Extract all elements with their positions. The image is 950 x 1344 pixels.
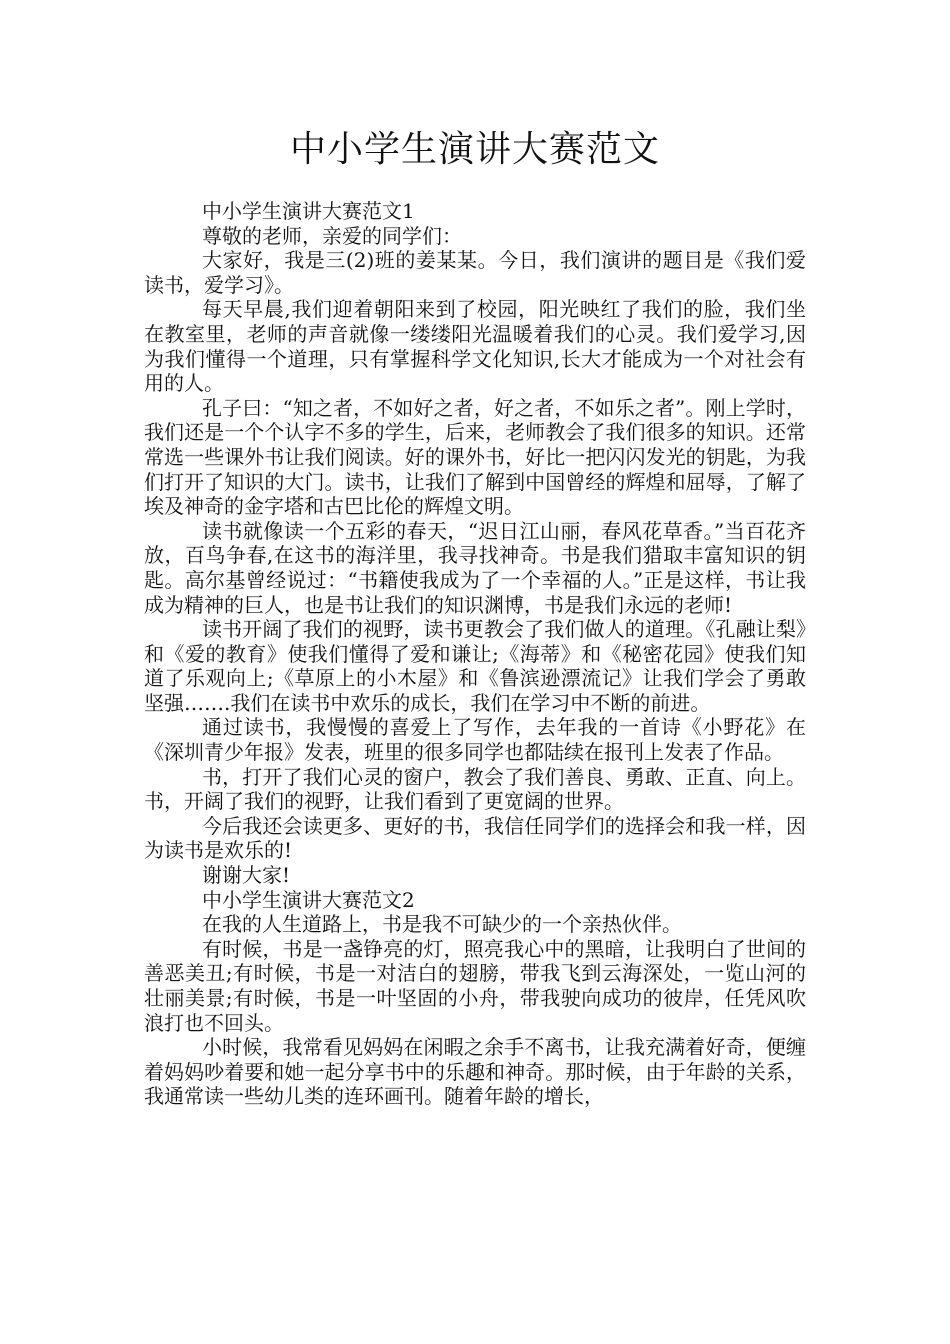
- paragraph: 读书就像读一个五彩的春天，“迟日江山丽，春风花草香。”当百花齐放，百鸟争春,在这书的海洋里，我寻找神奇。书是我们猎取丰富知识的钥匙。高尔基曾经说过：“书籍使我成为了一个幸福的人。”正是这样，书让我成为精神的巨人，也是书让我们的知识渊博，书是我们永远的老师!: [144, 518, 806, 617]
- paragraph: 读书开阔了我们的视野，读书更教会了我们做人的道理。《孔融让梨》和《爱的教育》使我们懂得了爱和谦让;《海蒂》和《秘密花园》使我们知道了乐观向上;《草原上的小木屋》和《鲁滨逊漂流记》让我们学会了勇敢坚强…….我们在读书中欢乐的成长，我们在学习中不断的前进。: [144, 617, 806, 715]
- paragraph: 大家好，我是三(2)班的姜某某。今日，我们演讲的题目是《我们爱读书，爱学习》。: [144, 248, 806, 297]
- paragraph: 通过读书，我慢慢的喜爱上了写作，去年我的一首诗《小野花》在《深圳青少年报》发表，班里的很多同学也都陆续在报刊上发表了作品。: [144, 715, 806, 765]
- paragraph: 在我的人生道路上，书是我不可缺少的一个亲热伙伴。: [202, 912, 682, 937]
- salutation: 尊敬的老师，亲爱的同学们：: [202, 223, 462, 248]
- paragraph: 今后我还会读更多、更好的书，我信任同学们的选择会和我一样，因为读书是欢乐的!: [144, 813, 806, 863]
- paragraph: 书，打开了我们心灵的窗户，教会了我们善良、勇敢、正直、向上。书，开阔了我们的视野，让我们看到了更宽阔的世界。: [144, 764, 806, 814]
- paragraph: 有时候，书是一盏铮亮的灯，照亮我心中的黑暗，让我明白了世间的善恶美丑;有时候，书是一对洁白的翅膀，带我飞到云海深处，一览山河的壮丽美景;有时候，书是一叶坚固的小舟，带我驶向成功的彼岸，任凭风吹浪打也不回头。: [144, 936, 806, 1035]
- paragraph: 孔子曰：“知之者，不如好之者，好之者，不如乐之者”。刚上学时，我们还是一个个认字不多的学生，后来，老师教会了我们很多的知识。还常常选一些课外书让我们阅读。好的课外书，好比一把闪闪发光的钥匙，为我们打开了知识的大门。读书，让我们了解到中国曾经的辉煌和屈辱，了解了埃及神奇的金字塔和古巴比伦的辉煌文明。: [144, 395, 806, 519]
- paragraph: 小时候，我常看见妈妈在闲暇之余手不离书，让我充满着好奇，便缠着妈妈吵着要和她一起分享书中的乐趣和神奇。那时候，由于年龄的关系，我通常读一些幼儿类的连环画刊。随着年龄的增长，: [144, 1035, 806, 1109]
- document-body: [144, 199, 806, 1109]
- paragraph: 每天早晨,我们迎着朝阳来到了校园，阳光映红了我们的脸，我们坐在教室里，老师的声音就像一缕缕阳光温暖着我们的心灵。我们爱学习,因为我们懂得一个道理，只有掌握科学文化知识,长大才能成为一个对社会有用的人。: [144, 297, 806, 396]
- closing-thanks: 谢谢大家!: [202, 863, 291, 888]
- document-title: 中小学生演讲大赛范文: [289, 129, 660, 170]
- section-heading-1: 中小学生演讲大赛范文1: [202, 199, 415, 223]
- section-heading-2: 中小学生演讲大赛范文2: [202, 887, 415, 912]
